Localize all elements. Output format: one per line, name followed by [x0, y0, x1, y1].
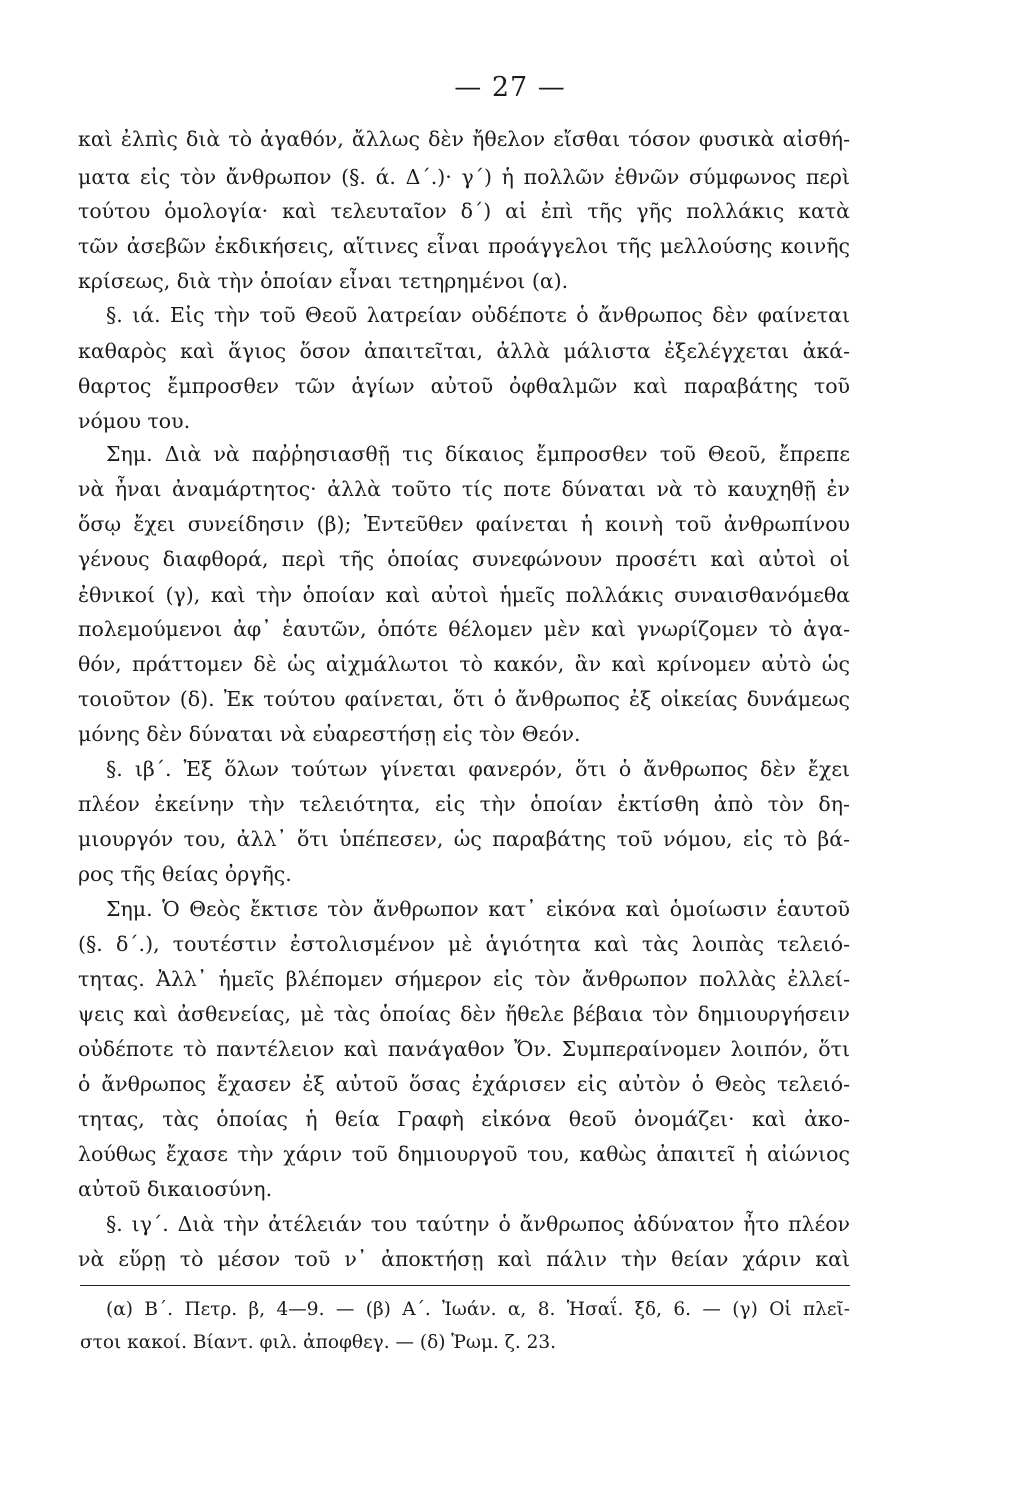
body-line: τητας, τὰς ὁποίας ἡ θεία Γραφὴ εἰκόνα θεοῦ ὀνομάζει· καὶ ἀκο-: [78, 1107, 850, 1131]
body-line: θόν, πράττομεν δὲ ὡς αἰχμάλωτοι τὸ κακόν, ἂν καὶ κρίνομεν αὐτὸ ὡς: [78, 652, 850, 676]
footnote-separator: [80, 1285, 850, 1286]
body-line: κρίσεως, διὰ τὴν ὁποίαν εἶναι τετηρημένοι (α).: [78, 269, 569, 293]
page-number: — 27 —: [454, 72, 566, 103]
body-line: §. ιγ΄. Διὰ τὴν ἀτέλειάν του ταύτην ὁ ἄνθρωπος ἀδύνατον ἦτο πλέον: [106, 1212, 850, 1236]
footnote-line: (α) Β΄. Πετρ. β, 4—9. — (β) Α΄. Ἰωάν. α, 8. Ἡσαΐ. ξδ, 6. — (γ) Οἱ πλεῖ-: [106, 1299, 850, 1320]
body-line: νὰ εὕρῃ τὸ μέσον τοῦ ν᾽ ἀποκτήσῃ καὶ πάλιν τὴν θείαν χάριν καὶ: [78, 1247, 850, 1271]
body-line: Σημ. Διὰ νὰ παῤῥησιασθῇ τις δίκαιος ἔμπροσθεν τοῦ Θεοῦ, ἔπρεπε: [106, 442, 850, 466]
body-line: §. ιά. Εἰς τὴν τοῦ Θεοῦ λατρείαν οὐδέποτε ὁ ἄνθρωπος δὲν φαίνεται: [106, 303, 850, 327]
body-line: πολεμούμενοι ἀφ᾽ ἑαυτῶν, ὁπότε θέλομεν μὲν καὶ γνωρίζομεν τὸ ἀγα-: [78, 617, 850, 641]
footnote-line: στοι κακοί. Βίαντ. φιλ. ἀποφθεγ. — (δ) Ῥωμ. ζ. 23.: [80, 1332, 556, 1353]
body-line: αὐτοῦ δικαιοσύνη.: [78, 1177, 273, 1201]
body-line: νὰ ἦναι ἀναμάρτητος· ἀλλὰ τοῦτο τίς ποτε δύναται νὰ τὸ καυχηθῇ ἐν: [78, 477, 850, 501]
body-line: §. ιβ΄. Ἐξ ὅλων τούτων γίνεται φανερόν, ὅτι ὁ ἄνθρωπος δὲν ἔχει: [106, 757, 850, 781]
body-line: ψεις καὶ ἀσθενείας, μὲ τὰς ὁποίας δὲν ἤθελε βέβαια τὸν δημιουργήσειν: [78, 1002, 850, 1026]
body-line: τοιοῦτον (δ). Ἐκ τούτου φαίνεται, ὅτι ὁ ἄνθρωπος ἐξ οἰκείας δυνάμεως: [78, 687, 850, 711]
body-line: τητας. Ἀλλ᾽ ἡμεῖς βλέπομεν σήμερον εἰς τὸν ἄνθρωπον πολλὰς ἐλλεί-: [78, 967, 850, 991]
body-line: ματα εἰς τὸν ἄνθρωπον (§. ά. Δ΄.)· γ΄) ἡ πολλῶν ἐθνῶν σύμφωνος περὶ: [78, 165, 850, 189]
body-line: ἐθνικοί (γ), καὶ τὴν ὁποίαν καὶ αὐτοὶ ἡμεῖς πολλάκις συναισθανόμεθα: [78, 583, 850, 607]
body-line: τούτου ὁμολογία· καὶ τελευταῖον δ΄) αἱ ἐπὶ τῆς γῆς πολλάκις κατὰ: [78, 199, 850, 223]
body-line: νόμου του.: [78, 409, 191, 433]
body-line: λούθως ἔχασε τὴν χάριν τοῦ δημιουργοῦ του, καθὼς ἀπαιτεῖ ἡ αἰώνιος: [78, 1142, 850, 1166]
body-line: καὶ ἐλπὶς διὰ τὸ ἀγαθόν, ἄλλως δὲν ἤθελον εἴσθαι τόσον φυσικὰ αἰσθή-: [78, 127, 850, 151]
body-line: καθαρὸς καὶ ἅγιος ὅσον ἀπαιτεῖται, ἀλλὰ μάλιστα ἐξελέγχεται ἀκά-: [78, 339, 850, 363]
body-line: τῶν ἀσεβῶν ἐκδικήσεις, αἵτινες εἶναι προάγγελοι τῆς μελλούσης κοινῆς: [78, 234, 850, 258]
body-line: μιουργόν του, ἀλλ᾽ ὅτι ὑπέπεσεν, ὡς παραβάτης τοῦ νόμου, εἰς τὸ βά-: [78, 827, 850, 851]
body-line: ὁ ἄνθρωπος ἔχασεν ἐξ αὐτοῦ ὅσας ἐχάρισεν εἰς αὐτὸν ὁ Θεὸς τελειό-: [78, 1072, 850, 1096]
body-line: γένους διαφθορά, περὶ τῆς ὁποίας συνεφώνουν προσέτι καὶ αὐτοὶ οἱ: [78, 547, 850, 571]
body-line: πλέον ἐκείνην τὴν τελειότητα, εἰς τὴν ὁποίαν ἐκτίσθη ἀπὸ τὸν δη-: [78, 792, 850, 816]
body-line: μόνης δὲν δύναται νὰ εὐαρεστήσῃ εἰς τὸν Θεόν.: [78, 722, 581, 746]
body-line: οὐδέποτε τὸ παντέλειον καὶ πανάγαθον Ὄν. Συμπεραίνομεν λοιπόν, ὅτι: [78, 1037, 850, 1061]
body-line: Σημ. Ὁ Θεὸς ἔκτισε τὸν ἄνθρωπον κατ᾽ εἰκόνα καὶ ὁμοίωσιν ἑαυτοῦ: [106, 897, 850, 921]
body-line: ὅσῳ ἔχει συνείδησιν (β); Ἐντεῦθεν φαίνεται ἡ κοινὴ τοῦ ἀνθρωπίνου: [78, 512, 850, 536]
body-line: ρος τῆς θείας ὀργῆς.: [78, 862, 292, 886]
body-line: (§. δ΄.), τουτέστιν ἐστολισμένον μὲ ἁγιότητα καὶ τὰς λοιπὰς τελειό-: [78, 932, 850, 956]
body-line: θαρτος ἔμπροσθεν τῶν ἁγίων αὐτοῦ ὀφθαλμῶν καὶ παραβάτης τοῦ: [78, 374, 850, 398]
